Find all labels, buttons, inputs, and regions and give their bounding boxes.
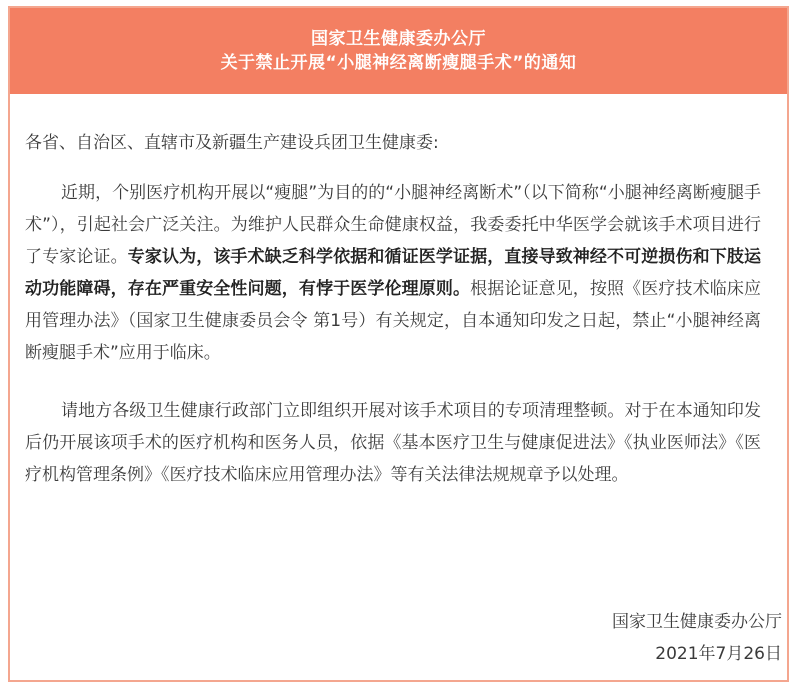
- paragraph-1-text-a: 近期，个别医疗机构开展以“瘦腿”为目的的“小腿神经离断术”（以下简称“小腿神经离断瘦腿手术”），引起社会广泛关注。为维护人民群众生命健康权益，我委委托中华医学会就该手术项目进行了专家论证。: [25, 183, 761, 267]
- header-org-title: 国家卫生健康委办公厅: [311, 29, 486, 49]
- paragraph-1: [25, 177, 761, 369]
- paragraph-2: 请地方各级卫生健康行政部门立即组织开展对该手术项目的专项清理整顿。对于在本通知印发后仍开展该项手术的医疗机构和医务人员，依据《基本医疗卫生与健康促进法》《执业医师法》《医疗机构管理条例》《医疗技术临床应用管理办法》等有关法律法规规章予以处理。: [25, 401, 761, 485]
- header-banner: [10, 8, 787, 94]
- paragraph-1-bold: 专家认为，该手术缺乏科学依据和循证医学证据，直接导致神经不可逆损伤和下肢运动功能障碍，存在严重安全性问题，有悖于医学伦理原则。: [25, 247, 762, 299]
- paragraph-1-text-b: 根据论证意见，按照《医疗技术临床应用管理办法》（国家卫生健康委员会令 第1号）有关规定，自本通知印发之日起，禁止“小腿神经离断瘦腿手术”应用于临床。: [25, 279, 761, 363]
- signature-org: 国家卫生健康委办公厅: [612, 612, 782, 632]
- signature-block: [612, 606, 782, 670]
- notice-body: [25, 127, 761, 491]
- salutation: 各省、自治区、直辖市及新疆生产建设兵团卫生健康委:: [25, 133, 439, 153]
- header-notice-title: 关于禁止开展“小腿神经离断瘦腿手术”的通知: [220, 53, 577, 73]
- signature-date: 2021年7月26日: [655, 644, 782, 664]
